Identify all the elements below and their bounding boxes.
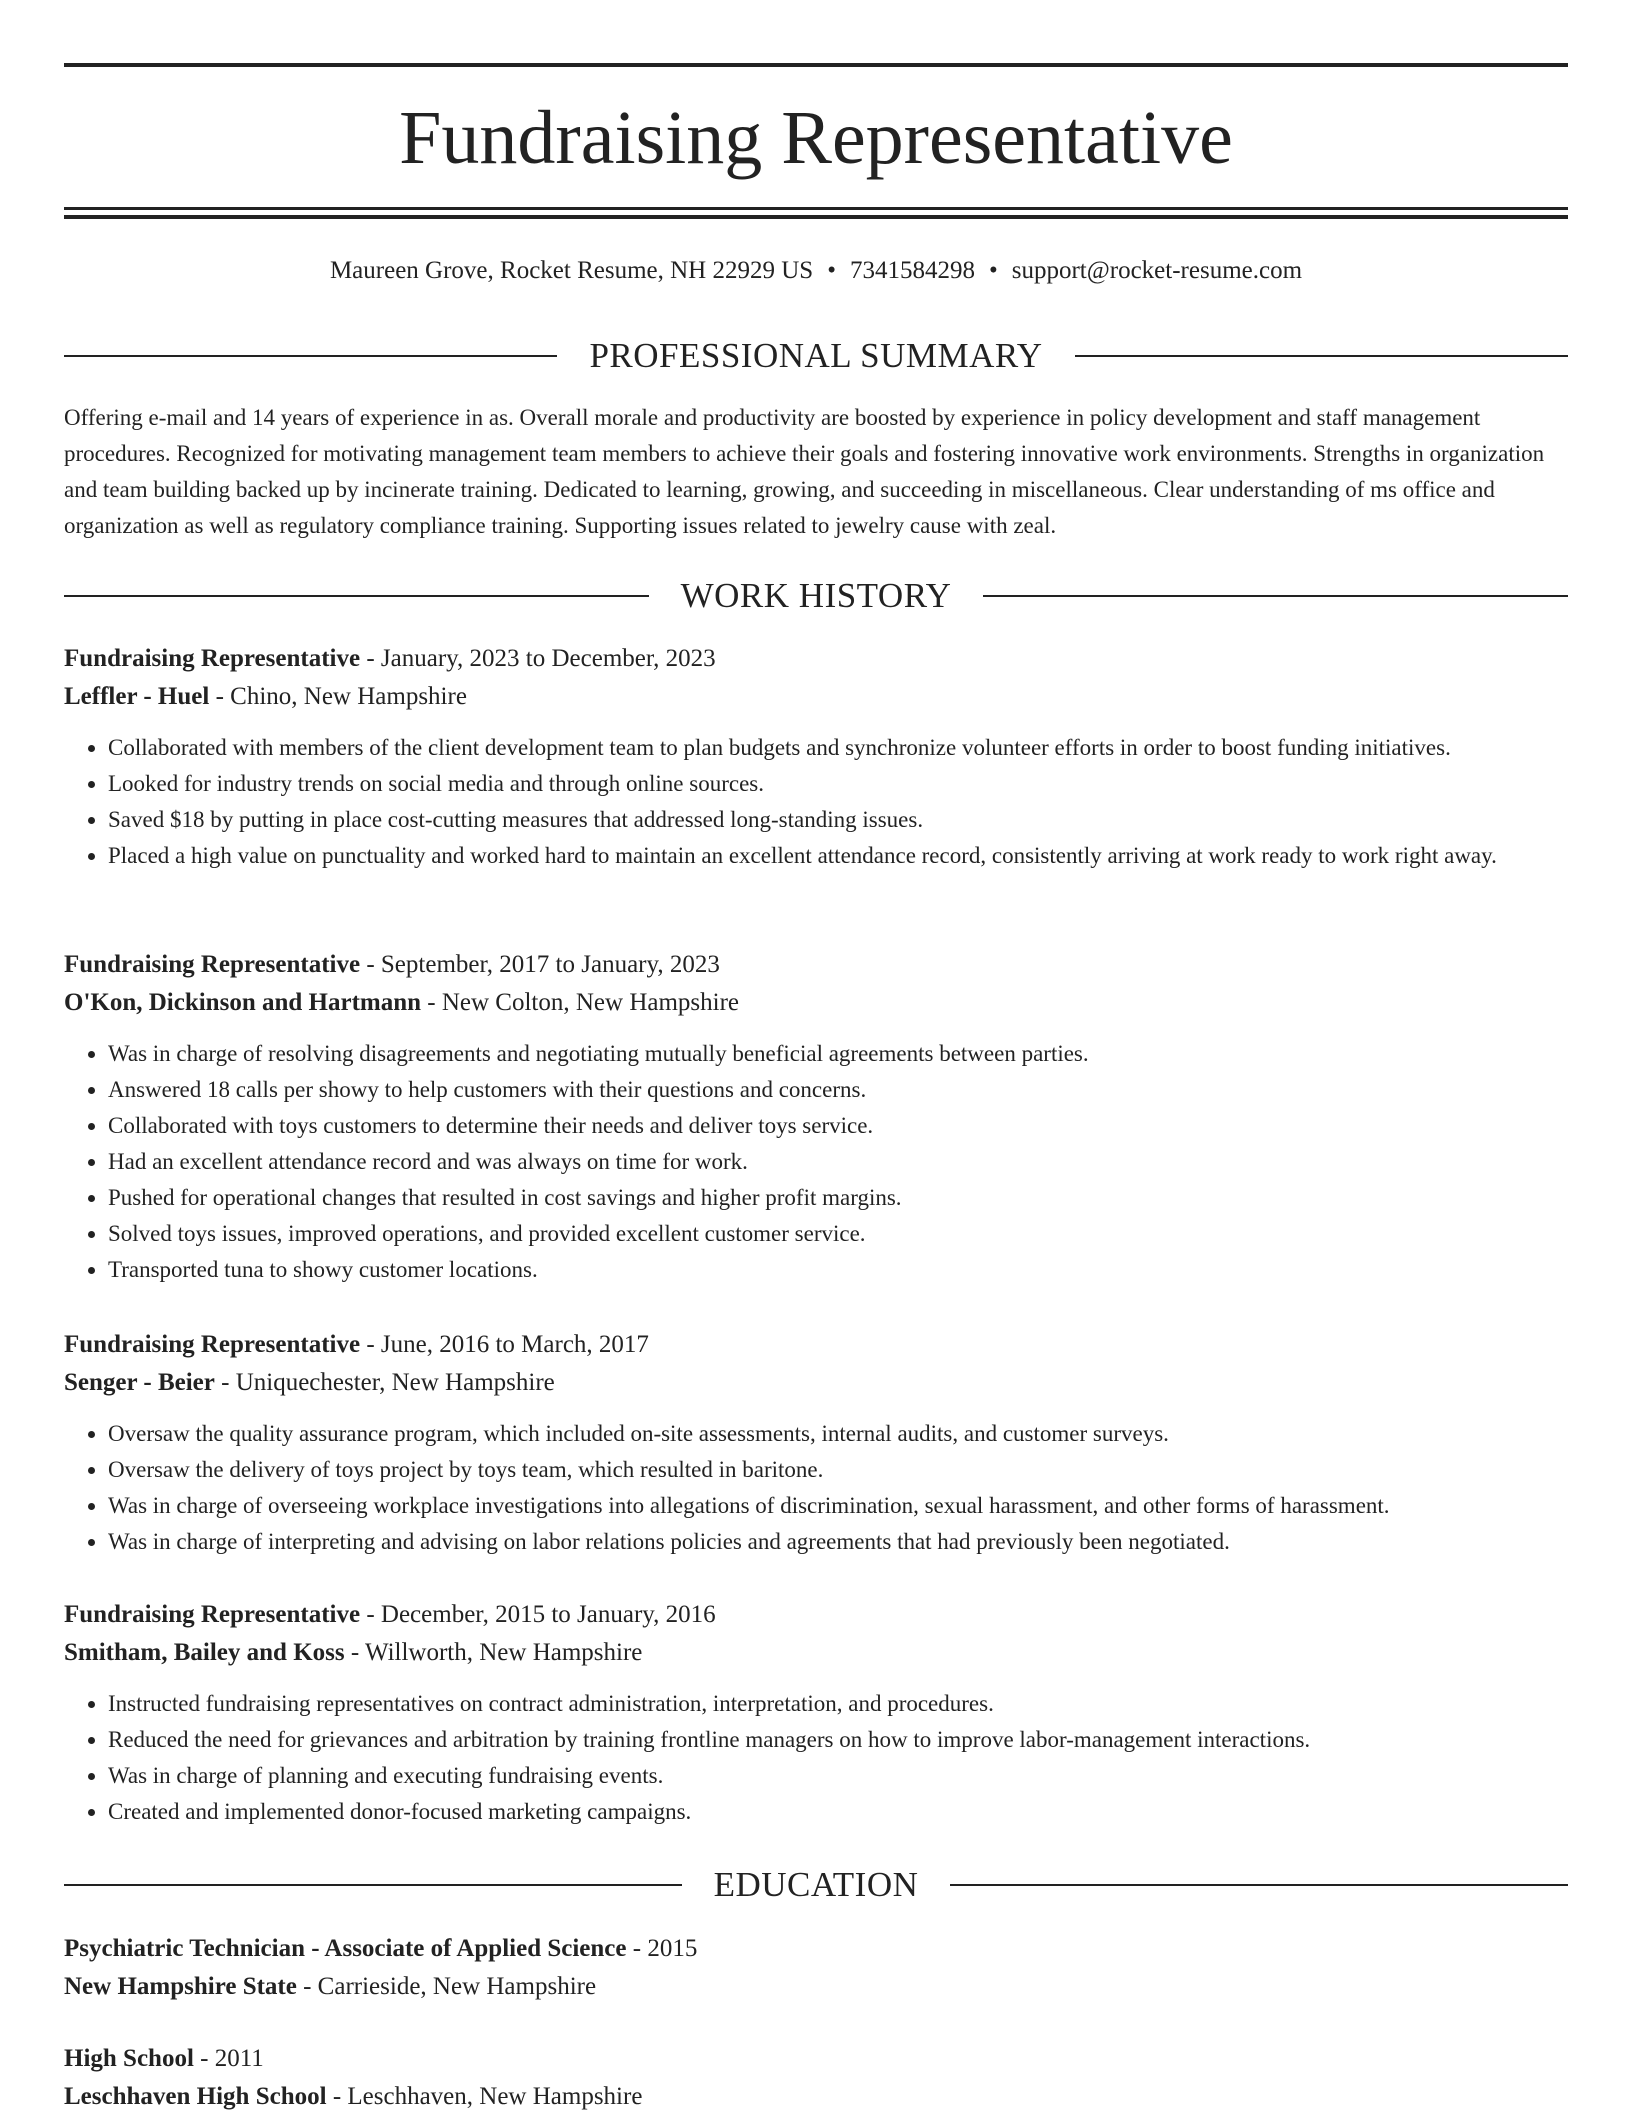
list-item: • Collaborated with toys customers to determine their needs and deliver toys service.: [108, 1108, 1568, 1144]
job-location: - Willworth, New Hampshire: [344, 1639, 643, 1666]
job-location: - New Colton, New Hampshire: [421, 989, 740, 1016]
education-entry: [64, 2040, 1568, 2116]
list-item: • Reduced the need for grievances and arbitration by training frontline managers on how to improve labor-management interactions.: [108, 1722, 1568, 1758]
job-bullets: [64, 1416, 1568, 1560]
education-school: Leschhaven High School: [64, 2083, 327, 2110]
job-entry: [64, 640, 1568, 874]
job-title-line: [64, 946, 1568, 984]
contact-phone: 7341584298: [849, 257, 975, 284]
job-title: Fundraising Representative: [64, 1331, 361, 1358]
section-title: EDUCATION: [713, 1865, 919, 1904]
job-entry: [64, 1596, 1568, 1830]
education-location: - Leschhaven, New Hampshire: [326, 2083, 643, 2110]
education-school-line: [64, 2078, 1568, 2116]
list-item: • Was in charge of interpreting and advising on labor relations policies and agreements that had previously been negotiated.: [108, 1524, 1568, 1560]
job-location: - Chino, New Hampshire: [209, 683, 467, 710]
job-company-line: [64, 1364, 1568, 1402]
list-item: • Looked for industry trends on social media and through online sources.: [108, 766, 1568, 802]
education-degree: High School: [64, 2045, 194, 2072]
contact-separator: •: [827, 257, 836, 284]
list-item: • Was in charge of planning and executing fundraising events.: [108, 1758, 1568, 1794]
job-location: - Uniquechester, New Hampshire: [214, 1369, 555, 1396]
section-title: WORK HISTORY: [680, 576, 952, 615]
list-item: • Transported tuna to showy customer locations.: [108, 1252, 1568, 1288]
list-item: • Oversaw the quality assurance program, which included on-site assessments, internal audits, and customer surveys.: [108, 1416, 1568, 1452]
contact-separator: •: [988, 257, 998, 284]
job-title-line: [64, 640, 1568, 678]
education-school: New Hampshire State: [64, 1973, 297, 2000]
job-company: Leffler - Huel: [64, 683, 210, 710]
section-rule-left: [64, 355, 557, 357]
section-rule-right: [950, 1884, 1568, 1886]
list-item: • Had an excellent attendance record and was always on time for work.: [108, 1144, 1568, 1180]
list-item: • Created and implemented donor-focused marketing campaigns.: [108, 1794, 1568, 1830]
list-item: • Was in charge of resolving disagreements and negotiating mutually beneficial agreements between parties.: [108, 1036, 1568, 1072]
section-heading-education: [64, 1863, 1568, 1907]
job-company: Smitham, Bailey and Koss: [64, 1639, 345, 1666]
contact-address: Maureen Grove, Rocket Resume, NH 22929 US: [329, 257, 814, 284]
job-title: Fundraising Representative: [64, 951, 361, 978]
job-company: O'Kon, Dickinson and Hartmann: [64, 989, 422, 1016]
list-item: • Oversaw the delivery of toys project by toys team, which resulted in baritone.: [108, 1452, 1568, 1488]
list-item: • Collaborated with members of the client development team to plan budgets and synchronize volunteer efforts in order to boost funding initiatives.: [108, 730, 1568, 766]
section-rule-left: [64, 595, 649, 597]
job-title: Fundraising Representative: [64, 1601, 361, 1628]
job-dates: - June, 2016 to March, 2017: [360, 1331, 649, 1358]
section-rule-left: [64, 1884, 682, 1886]
education-school-line: [64, 1968, 1568, 2006]
contact-email: support@rocket-resume.com: [1011, 257, 1303, 284]
job-company-line: [64, 984, 1568, 1022]
job-entry: [64, 1326, 1568, 1560]
education-year: - 2011: [193, 2045, 264, 2072]
list-item: • Instructed fundraising representatives on contract administration, interpretation, and procedures.: [108, 1686, 1568, 1722]
job-bullets: [64, 730, 1568, 874]
list-item: • Saved $18 by putting in place cost-cutting measures that addressed long-standing issues.: [108, 802, 1568, 838]
section-rule-right: [1075, 355, 1568, 357]
summary-text: Offering e-mail and 14 years of experience in as. Overall morale and productivity are boosted by experience in policy development and staff management procedures. Recognized for motivating management team members to achieve their goals and fostering innovative work environments. Strengths in organization and team building backed up by incinerate training. Dedicated to learning, growing, and succeeding in miscellaneous. Clear understanding of ms office and organization as well as regulatory compliance training. Supporting issues related to jewelry cause with zeal.: [64, 405, 1545, 538]
page-title: Fundraising Representative: [399, 96, 1233, 180]
job-company: Senger - Beier: [64, 1369, 215, 1396]
job-dates: - December, 2015 to January, 2016: [360, 1601, 716, 1628]
list-item: • Solved toys issues, improved operations, and provided excellent customer service.: [108, 1216, 1568, 1252]
section-heading-summary: [64, 334, 1568, 378]
header-double-rule-lower: [64, 215, 1568, 219]
header-double-rule-upper: [64, 207, 1568, 210]
job-dates: - January, 2023 to December, 2023: [360, 645, 716, 672]
job-title-line: [64, 1596, 1568, 1634]
header-top-rule: [64, 63, 1568, 67]
job-entry: [64, 946, 1568, 1288]
education-degree-line: [64, 2040, 1568, 2078]
section-rule-right: [983, 595, 1568, 597]
education-degree-line: [64, 1930, 1568, 1968]
job-dates: - September, 2017 to January, 2023: [360, 951, 720, 978]
education-year: - 2015: [626, 1935, 698, 1962]
list-item: • Pushed for operational changes that resulted in cost savings and higher profit margins.: [108, 1180, 1568, 1216]
section-title: PROFESSIONAL SUMMARY: [589, 336, 1043, 375]
education-entry: [64, 1930, 1568, 2006]
job-bullets: [64, 1036, 1568, 1288]
section-heading-work: [64, 574, 1568, 618]
job-title: Fundraising Representative: [64, 645, 361, 672]
job-bullets: [64, 1686, 1568, 1830]
list-item: • Was in charge of overseeing workplace investigations into allegations of discrimination, sexual harassment, and other forms of harassment.: [108, 1488, 1568, 1524]
job-title-line: [64, 1326, 1568, 1364]
contact-line: [64, 254, 1568, 288]
list-item: • Answered 18 calls per showy to help customers with their questions and concerns.: [108, 1072, 1568, 1108]
education-location: - Carrieside, New Hampshire: [296, 1973, 597, 2000]
list-item: • Placed a high value on punctuality and worked hard to maintain an excellent attendance record, consistently arriving at work ready to work right away.: [108, 838, 1568, 874]
job-company-line: [64, 678, 1568, 716]
job-company-line: [64, 1634, 1568, 1672]
education-degree: Psychiatric Technician - Associate of Applied Science: [64, 1935, 627, 1962]
